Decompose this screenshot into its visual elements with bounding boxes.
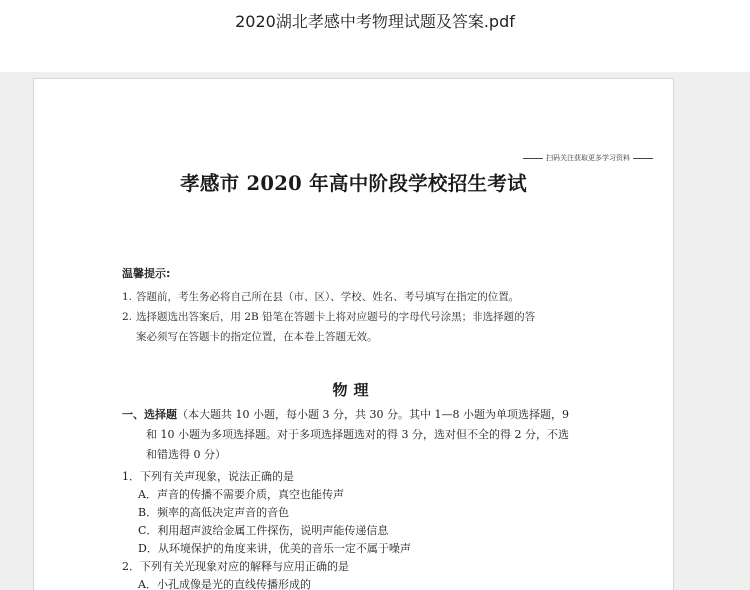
section-heading: 一、选择题 <box>122 408 177 421</box>
qr-note-text: 扫码关注获取更多学习资料 <box>546 154 630 162</box>
exam-title: 孝感市 2020 年高中阶段学校招生考试 <box>180 172 527 195</box>
notice-item-text: 答题前，考生务必将自己所在县（市、区）、学校、姓名、考号填写在指定的位置。 <box>136 291 520 303</box>
file-title: 2020湖北孝感中考物理试题及答案.pdf <box>235 12 515 31</box>
question-option: A．小孔成像是光的直线传播形成的 <box>138 578 311 590</box>
section-text: （本大题共 10 小题，每小题 3 分，共 30 分。其中 1—8 小题为单项选择题，9 <box>177 408 569 421</box>
section-intro <box>122 405 602 465</box>
notice-item-text: 案必须写在答题卡的指定位置，在本卷上答题无效。 <box>136 331 378 343</box>
notice-item <box>122 287 602 307</box>
question-option: C．利用超声波给金属工件探伤，说明声能传递信息 <box>138 524 389 537</box>
dash-left <box>523 158 543 159</box>
question-option: B．频率的高低决定声音的音色 <box>138 506 290 519</box>
section-line <box>122 405 602 425</box>
question-stem: 1．下列有关声现象，说法正确的是 <box>122 470 294 483</box>
subject-heading: 物理 <box>332 381 375 399</box>
section-line: 和错选得 0 分） <box>146 448 226 461</box>
question-list <box>122 468 602 590</box>
notice-block <box>122 265 602 347</box>
question-option: A．声音的传播不需要介质，真空也能传声 <box>138 488 344 501</box>
notice-item-number: 1. <box>122 291 133 303</box>
notice-item-number: 2. <box>122 311 133 323</box>
question <box>122 468 602 558</box>
pdf-page <box>33 78 674 590</box>
section-line: 和 10 小题为多项选择题。对于多项选择题选对的得 3 分，选对但不全的得 2 分，不选 <box>146 428 569 441</box>
dash-right <box>633 158 653 159</box>
question-option: D．从环境保护的角度来讲，优美的音乐一定不属于噪声 <box>138 542 411 555</box>
question-stem: 2．下列有关光现象对应的解释与应用正确的是 <box>122 560 349 573</box>
notice-heading: 温馨提示: <box>122 267 171 280</box>
question <box>122 558 602 590</box>
notice-item <box>122 307 602 347</box>
title-bar <box>0 0 750 72</box>
notice-item-text: 选择题选出答案后，用 2B 铅笔在答题卡上将对应题号的字母代号涂黑；非选择题的答 <box>136 311 536 323</box>
qr-note <box>520 153 656 163</box>
